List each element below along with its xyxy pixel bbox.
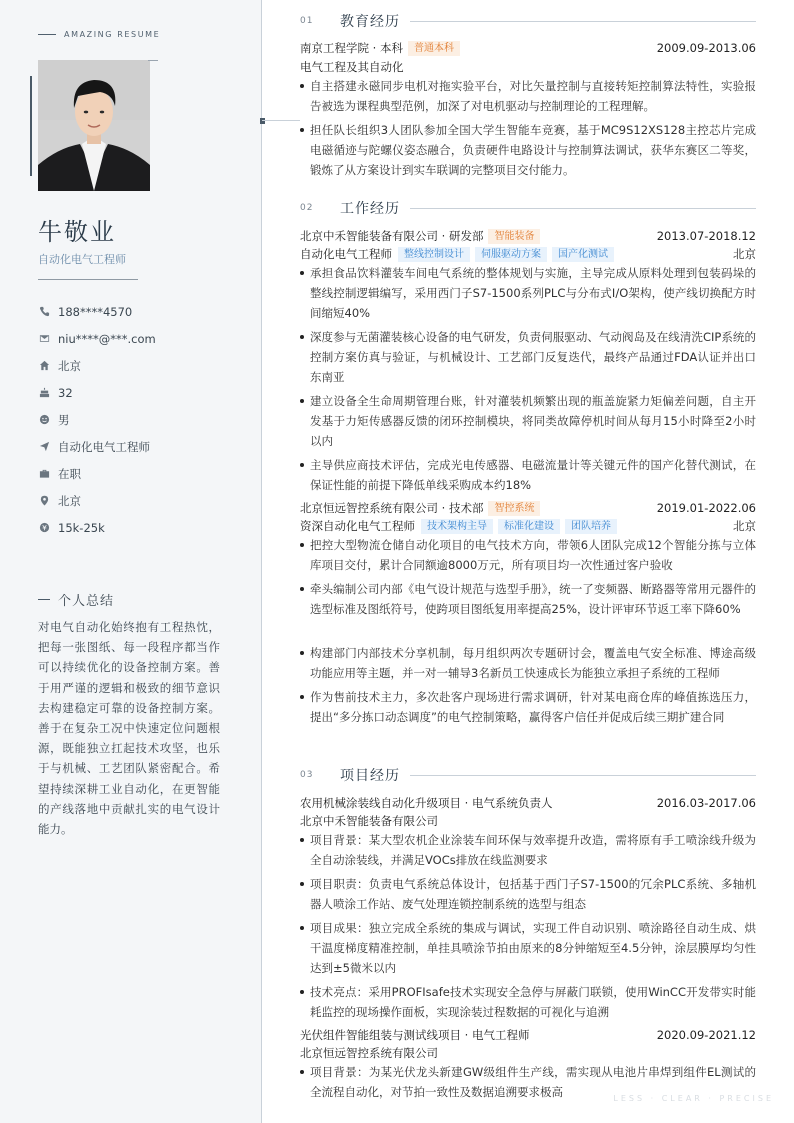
education-date: 2009.09-2013.06 xyxy=(656,41,756,55)
project-company: 北京恒远智控系统有限公司 xyxy=(300,1046,438,1060)
project-date: 2016.03-2017.06 xyxy=(656,796,756,810)
project-bullet: 项目背景：某大型农机企业涂装车间环保与效率提升改造，需将原有手工喷涂线升级为全自动涂装线，并满足VOCs排放在线监测要求 xyxy=(300,830,756,870)
info-phone xyxy=(38,298,156,325)
project-company-row xyxy=(300,1044,756,1062)
job-tag: 智能装备 xyxy=(488,229,540,244)
section-work-heading xyxy=(300,198,756,218)
section-rule xyxy=(410,21,756,22)
project-name: 光伏组件智能组装与测试线项目 · 电气工程师 xyxy=(300,1028,530,1042)
education-major-row xyxy=(300,58,756,76)
profile-divider xyxy=(38,279,138,280)
job-company: 北京恒远智控系统有限公司 · 技术部 xyxy=(300,501,484,515)
project-header-row xyxy=(300,794,756,812)
project-header-row xyxy=(300,1026,756,1044)
info-location xyxy=(38,487,156,514)
project-company: 北京中禾智能装备有限公司 xyxy=(300,814,438,828)
sidebar xyxy=(0,0,262,1123)
info-age-value: 32 xyxy=(58,385,73,400)
section-projects-heading xyxy=(300,765,756,785)
section-rule xyxy=(410,775,756,776)
job-bullet: 作为售前技术主力，多次赴客户现场进行需求调研，针对某电商仓库的峰值拣选压力，提出“多分拣口动态调度”的电气控制策略，赢得客户信任并促成后续三期扩建合同 xyxy=(300,687,756,727)
mail-icon xyxy=(38,333,50,345)
skill-tag: 技术架构主导 xyxy=(421,519,493,534)
job-bullet: 牵头编制公司内部《电气设计规范与选型手册》，统一了变频器、断路器等常用元器件的选型标准及图纸符号，使跨项目图纸复用率提高25%，设计评审环节返工率下降60% xyxy=(300,579,756,619)
job-bullet: 构建部门内部技术分享机制，每月组织两次专题研讨会，覆盖电气安全标准、博途高级功能应用等主题，并一对一辅导3名新员工快速成长为能独立承担子系统的工程师 xyxy=(300,643,756,683)
avatar-corner-line xyxy=(148,60,158,61)
job-bullet: 建立设备全生命周期管理台账，针对灌装机频繁出现的瓶盖旋紧力矩偏差问题，自主开发基于力矩传感器反馈的闭环控制模块，将同类故障停机时间从每月15小时降至2小时以内 xyxy=(300,391,756,451)
section-number: 01 xyxy=(300,16,314,26)
skill-tag: 整线控制设计 xyxy=(398,247,470,262)
job-role-row xyxy=(300,517,756,535)
profile-name: 牛敬业 xyxy=(38,218,116,246)
education-bullet: 自主搭建永磁同步电机对拖实验平台，对比矢量控制与直接转矩控制算法特性，实验报告被选为课程典型范例，加深了对电机驱动与控制理论的工程理解。 xyxy=(300,76,756,116)
gender-icon xyxy=(38,414,50,426)
skill-tag: 伺服驱动方案 xyxy=(475,247,547,262)
profile-title: 自动化电气工程师 xyxy=(38,253,126,266)
phone-icon xyxy=(38,306,50,318)
job-bullet: 主导供应商技术评估，完成光电传感器、电磁流量计等关键元件的国产化替代测试，在保证性能的前提下降低单线采购成本约18% xyxy=(300,455,756,495)
send-icon xyxy=(38,441,50,453)
summary-title: 个人总结 xyxy=(58,594,115,609)
education-school: 南京工程学院 · 本科 xyxy=(300,41,403,55)
home-icon xyxy=(38,360,50,372)
education-bullet: 担任队长组织3人团队参加全国大学生智能车竞赛，基于MC9S12XS128主控芯片完成电磁循迹与陀螺仪姿态融合，负责硬件电路设计与控制算法调试，获华东赛区二等奖，锻炼了从方案设计到实车联调的完整项目交付能力。 xyxy=(300,120,756,180)
timeline-connector xyxy=(262,120,300,121)
job-bullet: 把控大型物流仓储自动化项目的电气技术方向，带领6人团队完成12个智能分拣与立体库项目交付，累计合同额逾8000万元，所有项目均一次性通过客户验收 xyxy=(300,535,756,575)
cake-icon xyxy=(38,387,50,399)
section-title: 项目经历 xyxy=(340,768,400,784)
job-bullet: 深度参与无菌灌装核心设备的电气研发，负责伺服驱动、气动阀岛及在线清洗CIP系统的控制方案仿真与验证，与机械设计、工艺部门反复迭代，最终产品通过FDA认证并出口东南亚 xyxy=(300,327,756,387)
project-bullet: 项目背景：为某光伏龙头新建GW级组件生产线，需实现从电池片串焊到组件EL测试的全流程自动化，对节拍一致性及数据追溯要求极高 xyxy=(300,1062,756,1102)
skill-tag: 标准化建设 xyxy=(498,519,560,534)
info-phone-value: 188****4570 xyxy=(58,304,133,319)
project-bullet: 项目职责：负责电气系统总体设计，包括基于西门子S7-1500的冗余PLC系统、多轴机器人喷涂工作站、废气处理连锁控制系统的选型与组态 xyxy=(300,874,756,914)
info-email-value: niu****@***.com xyxy=(58,331,156,346)
info-location-value: 北京 xyxy=(58,493,81,508)
education-major: 电气工程及其自动化 xyxy=(300,60,404,74)
contact-info-list xyxy=(38,298,156,541)
brand-rule xyxy=(38,34,56,35)
section-title: 教育经历 xyxy=(340,14,400,30)
avatar-portrait xyxy=(38,60,150,191)
skill-tag: 国产化测试 xyxy=(552,247,614,262)
location-icon xyxy=(38,495,50,507)
job-role: 资深自动化电气工程师 xyxy=(300,519,415,533)
info-home xyxy=(38,352,156,379)
brand xyxy=(38,30,160,39)
job-header-row xyxy=(300,227,756,245)
info-age xyxy=(38,379,156,406)
project-bullet: 项目成果：独立完成全系统的集成与调试，实现工件自动识别、喷涂路径自动生成、烘干温度梯度精准控制，单挂具喷涂节拍由原来的8分钟缩短至4.5分钟，涂层膜厚均匀性达到±5微米以内 xyxy=(300,918,756,978)
job-city: 北京 xyxy=(733,519,756,533)
info-email xyxy=(38,325,156,352)
job-header-row xyxy=(300,499,756,517)
job-date: 2013.07-2018.12 xyxy=(656,229,756,243)
summary-text: 对电气自动化始终抱有工程热忱，把每一张图纸、每一段程序都当作可以持续优化的设备控制方案。善于用严谨的逻辑和极致的细节意识去构建稳定可靠的设备控制方案。善于在复杂工况中快速定位问题根源，既能独立扛起技术攻坚，也乐于与机械、工艺团队紧密配合。希望持续深耕工业自动化，在更智能的产线落地中贡献扎实的电气设计能力。 xyxy=(38,620,220,837)
job-date: 2019.01-2022.06 xyxy=(656,501,756,515)
info-status-value: 在职 xyxy=(58,466,81,481)
info-gender-value: 男 xyxy=(58,412,70,427)
project-bullet: 技术亮点：采用PROFIsafe技术实现安全急停与屏蔽门联锁，使用WinCC开发带实时能耗监控的现场操作面板，实现涂装过程数据的可视化与追溯 xyxy=(300,982,756,1022)
job-role: 自动化电气工程师 xyxy=(300,247,392,261)
section-title: 工作经历 xyxy=(340,201,400,217)
education-tag: 普通本科 xyxy=(408,41,460,56)
section-rule xyxy=(410,208,756,209)
education-header-row xyxy=(300,39,756,57)
briefcase-icon xyxy=(38,468,50,480)
skill-tag: 团队培养 xyxy=(565,519,617,534)
info-salary xyxy=(38,514,156,541)
job-bullet: 承担食品饮料灌装车间电气系统的整体规划与实施，主导完成从原料处理到包装码垛的整线控制逻辑编写，采用西门子S7-1500系列PLC与分布式I/O架构，使产线切换配方时间缩短40% xyxy=(300,263,756,323)
salary-icon xyxy=(38,522,50,534)
project-company-row xyxy=(300,812,756,830)
avatar-frame xyxy=(38,60,150,191)
section-number: 03 xyxy=(300,770,314,780)
watermark: LESS · CLEAR · PRECISE xyxy=(613,1094,774,1103)
avatar xyxy=(38,60,150,191)
job-company: 北京中禾智能装备有限公司 · 研发部 xyxy=(300,229,484,243)
summary-heading xyxy=(38,590,114,609)
job-tag: 智控系统 xyxy=(488,501,540,516)
summary-heading-rule xyxy=(38,599,50,600)
brand-text: AMAZING RESUME xyxy=(64,30,161,39)
job-city: 北京 xyxy=(733,247,756,261)
section-education-heading xyxy=(300,11,756,31)
section-number: 02 xyxy=(300,203,314,213)
info-job-value: 自动化电气工程师 xyxy=(58,439,150,454)
info-home-value: 北京 xyxy=(58,358,81,373)
avatar-accent-bar xyxy=(30,76,32,176)
job-role-row xyxy=(300,245,756,263)
timeline-marker xyxy=(260,118,265,124)
info-status xyxy=(38,460,156,487)
info-salary-value: 15k-25k xyxy=(58,520,105,535)
info-gender xyxy=(38,406,156,433)
project-date: 2020.09-2021.12 xyxy=(656,1028,756,1042)
info-job xyxy=(38,433,156,460)
project-name: 农用机械涂装线自动化升级项目 · 电气系统负责人 xyxy=(300,796,553,810)
